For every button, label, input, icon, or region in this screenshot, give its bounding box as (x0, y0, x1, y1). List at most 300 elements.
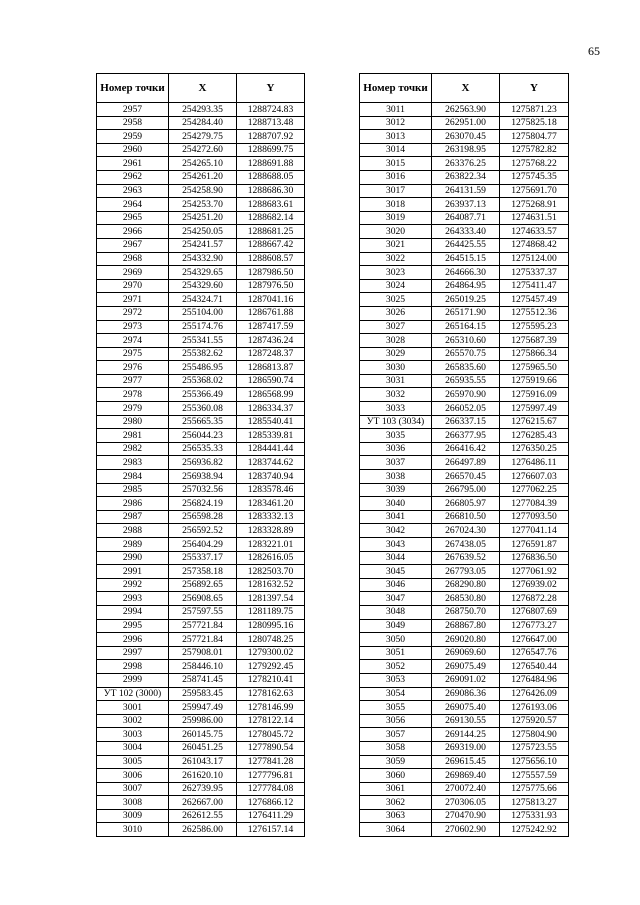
table-row (360, 116, 569, 130)
point-number-cell: 2980 (97, 415, 169, 429)
table-row (360, 415, 569, 429)
point-number-cell: 3015 (360, 157, 432, 171)
x-cell: 265171.90 (432, 306, 500, 320)
y-cell: 1288713.48 (237, 116, 305, 130)
x-cell: 257358.18 (169, 565, 237, 579)
table-row (360, 211, 569, 225)
x-cell: 259583.45 (169, 687, 237, 701)
point-number-cell: 2988 (97, 524, 169, 538)
point-number-cell: 3007 (97, 782, 169, 796)
header-x: X (432, 74, 500, 103)
table-row (360, 701, 569, 715)
point-number-cell: 3039 (360, 483, 432, 497)
x-cell: 264425.55 (432, 238, 500, 252)
table-row (97, 143, 305, 157)
y-cell: 1277093.50 (500, 510, 569, 524)
point-number-cell: 2982 (97, 442, 169, 456)
table-row (97, 170, 305, 184)
point-number-cell: 2993 (97, 592, 169, 606)
point-number-cell: 3040 (360, 497, 432, 511)
table-body-left (97, 103, 305, 837)
x-cell: 256892.65 (169, 578, 237, 592)
x-cell: 254258.90 (169, 184, 237, 198)
y-cell: 1286590.74 (237, 374, 305, 388)
point-number-cell: 3006 (97, 769, 169, 783)
x-cell: 262563.90 (432, 103, 500, 117)
point-number-cell: 3013 (360, 130, 432, 144)
x-cell: 269144.25 (432, 728, 500, 742)
table-row (360, 130, 569, 144)
point-number-cell: 3014 (360, 143, 432, 157)
x-cell: 264333.40 (432, 225, 500, 239)
table-row (97, 442, 305, 456)
x-cell: 267793.05 (432, 565, 500, 579)
y-cell: 1275457.49 (500, 293, 569, 307)
x-cell: 256592.52 (169, 524, 237, 538)
point-number-cell: 2994 (97, 605, 169, 619)
table-row (97, 184, 305, 198)
table-row (97, 497, 305, 511)
point-number-cell: 3057 (360, 728, 432, 742)
table-row (97, 456, 305, 470)
table-row (360, 633, 569, 647)
x-cell: 263198.95 (432, 143, 500, 157)
x-cell: 261043.17 (169, 755, 237, 769)
table-row (360, 170, 569, 184)
y-cell: 1275775.66 (500, 782, 569, 796)
x-cell: 264864.95 (432, 279, 500, 293)
x-cell: 256598.28 (169, 510, 237, 524)
table-row (97, 266, 305, 280)
table-row (97, 809, 305, 823)
table-row (97, 633, 305, 647)
point-number-cell: 3051 (360, 646, 432, 660)
point-number-cell: 2975 (97, 347, 169, 361)
table-row (97, 252, 305, 266)
y-cell: 1276193.06 (500, 701, 569, 715)
point-number-cell: 2966 (97, 225, 169, 239)
y-cell: 1288683.61 (237, 198, 305, 212)
x-cell: 269130.55 (432, 714, 500, 728)
x-cell: 262667.00 (169, 796, 237, 810)
y-cell: 1276540.44 (500, 660, 569, 674)
x-cell: 256938.94 (169, 470, 237, 484)
table-row (360, 429, 569, 443)
y-cell: 1275920.57 (500, 714, 569, 728)
table-row (360, 714, 569, 728)
point-number-cell: 2962 (97, 170, 169, 184)
y-cell: 1277084.39 (500, 497, 569, 511)
x-cell: 263937.13 (432, 198, 500, 212)
y-cell: 1275557.59 (500, 769, 569, 783)
y-cell: 1275656.10 (500, 755, 569, 769)
x-cell: 262612.55 (169, 809, 237, 823)
point-number-cell: 2961 (97, 157, 169, 171)
x-cell: 255368.02 (169, 374, 237, 388)
x-cell: 255665.35 (169, 415, 237, 429)
y-cell: 1276547.76 (500, 646, 569, 660)
y-cell: 1276836.50 (500, 551, 569, 565)
table-row (360, 578, 569, 592)
point-number-cell: 2999 (97, 673, 169, 687)
table-row (360, 769, 569, 783)
table-row (360, 619, 569, 633)
x-cell: 269086.36 (432, 687, 500, 701)
table-row (97, 578, 305, 592)
point-number-cell: 2968 (97, 252, 169, 266)
table-row (97, 116, 305, 130)
y-cell: 1288707.92 (237, 130, 305, 144)
x-cell: 260145.75 (169, 728, 237, 742)
y-cell: 1282503.70 (237, 565, 305, 579)
y-cell: 1285339.81 (237, 429, 305, 443)
y-cell: 1280995.16 (237, 619, 305, 633)
y-cell: 1281397.54 (237, 592, 305, 606)
x-cell: 257032.56 (169, 483, 237, 497)
y-cell: 1275124.00 (500, 252, 569, 266)
x-cell: 258446.10 (169, 660, 237, 674)
table-row (360, 442, 569, 456)
header-x: X (169, 74, 237, 103)
table-row (97, 673, 305, 687)
point-number-cell: 2983 (97, 456, 169, 470)
y-cell: 1274631.51 (500, 211, 569, 225)
y-cell: 1275691.70 (500, 184, 569, 198)
table-row (360, 266, 569, 280)
y-cell: 1288688.05 (237, 170, 305, 184)
y-cell: 1275512.36 (500, 306, 569, 320)
y-cell: 1275804.90 (500, 728, 569, 742)
x-cell: 255337.17 (169, 551, 237, 565)
table-row (97, 687, 305, 701)
x-cell: 255341.55 (169, 334, 237, 348)
x-cell: 269615.45 (432, 755, 500, 769)
y-cell: 1277061.92 (500, 565, 569, 579)
table-row (360, 497, 569, 511)
y-cell: 1275411.47 (500, 279, 569, 293)
table-row (97, 402, 305, 416)
y-cell: 1275813.27 (500, 796, 569, 810)
y-cell: 1275745.35 (500, 170, 569, 184)
point-number-cell: 3042 (360, 524, 432, 538)
table-row (360, 157, 569, 171)
point-number-cell: 3032 (360, 388, 432, 402)
point-number-cell: 2996 (97, 633, 169, 647)
x-cell: 268290.80 (432, 578, 500, 592)
table-row (97, 538, 305, 552)
y-cell: 1278146.99 (237, 701, 305, 715)
table-row (360, 388, 569, 402)
y-cell: 1276647.00 (500, 633, 569, 647)
table-row (97, 701, 305, 715)
x-cell: 267438.05 (432, 538, 500, 552)
table-row (97, 592, 305, 606)
table-row (360, 809, 569, 823)
y-cell: 1288608.57 (237, 252, 305, 266)
table-row (97, 782, 305, 796)
point-number-cell: 3016 (360, 170, 432, 184)
table-row (360, 143, 569, 157)
x-cell: 265019.25 (432, 293, 500, 307)
x-cell: 255360.08 (169, 402, 237, 416)
x-cell: 268750.70 (432, 605, 500, 619)
point-number-cell: 2974 (97, 334, 169, 348)
y-cell: 1275916.09 (500, 388, 569, 402)
point-number-cell: 3044 (360, 551, 432, 565)
y-cell: 1288682.14 (237, 211, 305, 225)
table-row (97, 565, 305, 579)
point-number-cell: 3056 (360, 714, 432, 728)
y-cell: 1287248.37 (237, 347, 305, 361)
point-number-cell: УТ 102 (3000) (97, 687, 169, 701)
y-cell: 1276807.69 (500, 605, 569, 619)
point-number-cell: 2964 (97, 198, 169, 212)
y-cell: 1287976.50 (237, 279, 305, 293)
x-cell: 257721.84 (169, 633, 237, 647)
y-cell: 1281189.75 (237, 605, 305, 619)
point-number-cell: 3003 (97, 728, 169, 742)
y-cell: 1277784.08 (237, 782, 305, 796)
point-number-cell: 2977 (97, 374, 169, 388)
y-cell: 1288681.25 (237, 225, 305, 239)
y-cell: 1276607.03 (500, 470, 569, 484)
table-row (97, 470, 305, 484)
table-row (360, 252, 569, 266)
y-cell: 1275866.34 (500, 347, 569, 361)
point-number-cell: 2970 (97, 279, 169, 293)
point-number-cell: 2990 (97, 551, 169, 565)
point-number-cell: 3022 (360, 252, 432, 266)
x-cell: 254251.20 (169, 211, 237, 225)
point-number-cell: 3055 (360, 701, 432, 715)
point-number-cell: 2957 (97, 103, 169, 117)
table-body-right (360, 103, 569, 837)
x-cell: 268867.80 (432, 619, 500, 633)
table-row (97, 429, 305, 443)
point-number-cell: 3036 (360, 442, 432, 456)
table-row (360, 605, 569, 619)
x-cell: 265835.60 (432, 361, 500, 375)
point-number-cell: 2986 (97, 497, 169, 511)
table-row (360, 320, 569, 334)
y-cell: 1286761.88 (237, 306, 305, 320)
y-cell: 1279300.02 (237, 646, 305, 660)
point-number-cell: 3049 (360, 619, 432, 633)
point-number-cell: 3020 (360, 225, 432, 239)
x-cell: 254250.05 (169, 225, 237, 239)
x-cell: 263070.45 (432, 130, 500, 144)
y-cell: 1276215.67 (500, 415, 569, 429)
table-row (360, 361, 569, 375)
x-cell: 254329.60 (169, 279, 237, 293)
x-cell: 256908.65 (169, 592, 237, 606)
x-cell: 261620.10 (169, 769, 237, 783)
table-row (360, 334, 569, 348)
y-cell: 1275723.55 (500, 741, 569, 755)
y-cell: 1281632.52 (237, 578, 305, 592)
point-number-cell: 3035 (360, 429, 432, 443)
y-cell: 1275919.66 (500, 374, 569, 388)
y-cell: 1286813.87 (237, 361, 305, 375)
table-row (360, 660, 569, 674)
table-row (360, 456, 569, 470)
point-number-cell: 3045 (360, 565, 432, 579)
y-cell: 1278162.63 (237, 687, 305, 701)
x-cell: 256936.82 (169, 456, 237, 470)
y-cell: 1288699.75 (237, 143, 305, 157)
y-cell: 1275687.39 (500, 334, 569, 348)
header-point-number: Номер точки (360, 74, 432, 103)
x-cell: 254284.40 (169, 116, 237, 130)
y-cell: 1275337.37 (500, 266, 569, 280)
table-row (360, 565, 569, 579)
x-cell: 255486.95 (169, 361, 237, 375)
x-cell: 267024.30 (432, 524, 500, 538)
x-cell: 254329.65 (169, 266, 237, 280)
y-cell: 1287417.59 (237, 320, 305, 334)
y-cell: 1276773.27 (500, 619, 569, 633)
y-cell: 1287986.50 (237, 266, 305, 280)
table-row (360, 306, 569, 320)
table-row (360, 184, 569, 198)
table-row (360, 470, 569, 484)
y-cell: 1283744.62 (237, 456, 305, 470)
y-cell: 1275331.93 (500, 809, 569, 823)
y-cell: 1276591.87 (500, 538, 569, 552)
point-number-cell: 3025 (360, 293, 432, 307)
point-number-cell: 3043 (360, 538, 432, 552)
point-number-cell: 3012 (360, 116, 432, 130)
point-number-cell: 3010 (97, 823, 169, 837)
x-cell: 265310.60 (432, 334, 500, 348)
x-cell: 266377.95 (432, 429, 500, 443)
point-number-cell: 2976 (97, 361, 169, 375)
point-number-cell: 3038 (360, 470, 432, 484)
x-cell: 264087.71 (432, 211, 500, 225)
table-row (97, 211, 305, 225)
point-number-cell: 2985 (97, 483, 169, 497)
table-row (97, 415, 305, 429)
point-number-cell: 3064 (360, 823, 432, 837)
y-cell: 1275768.22 (500, 157, 569, 171)
y-cell: 1276157.14 (237, 823, 305, 837)
table-row (360, 103, 569, 117)
point-number-cell: 2984 (97, 470, 169, 484)
y-cell: 1280748.25 (237, 633, 305, 647)
x-cell: 270470.90 (432, 809, 500, 823)
point-number-cell: 3063 (360, 809, 432, 823)
x-cell: 254293.35 (169, 103, 237, 117)
table-row (360, 687, 569, 701)
y-cell: 1274633.57 (500, 225, 569, 239)
point-number-cell: 2981 (97, 429, 169, 443)
x-cell: 266810.50 (432, 510, 500, 524)
y-cell: 1275268.91 (500, 198, 569, 212)
x-cell: 266570.45 (432, 470, 500, 484)
y-cell: 1285540.41 (237, 415, 305, 429)
point-number-cell: 2965 (97, 211, 169, 225)
x-cell: 269319.00 (432, 741, 500, 755)
point-number-cell: 3046 (360, 578, 432, 592)
table-row (360, 538, 569, 552)
table-row (360, 483, 569, 497)
y-cell: 1284441.44 (237, 442, 305, 456)
y-cell: 1283461.20 (237, 497, 305, 511)
x-cell: 267639.52 (432, 551, 500, 565)
point-number-cell: 3037 (360, 456, 432, 470)
table-row (97, 483, 305, 497)
y-cell: 1276426.09 (500, 687, 569, 701)
table-header-row (360, 74, 569, 103)
point-number-cell: 2992 (97, 578, 169, 592)
y-cell: 1279292.45 (237, 660, 305, 674)
table-row (360, 402, 569, 416)
header-y: Y (500, 74, 569, 103)
table-row (97, 605, 305, 619)
table-row (360, 198, 569, 212)
point-number-cell: 3060 (360, 769, 432, 783)
x-cell: 254253.70 (169, 198, 237, 212)
table-row (360, 238, 569, 252)
table-row (97, 755, 305, 769)
table-row (360, 823, 569, 837)
point-number-cell: 3048 (360, 605, 432, 619)
x-cell: 266337.15 (432, 415, 500, 429)
x-cell: 270602.90 (432, 823, 500, 837)
table-row (360, 728, 569, 742)
point-number-cell: 3017 (360, 184, 432, 198)
y-cell: 1283578.46 (237, 483, 305, 497)
table-row (97, 823, 305, 837)
x-cell: 266052.05 (432, 402, 500, 416)
point-number-cell: 2997 (97, 646, 169, 660)
y-cell: 1277796.81 (237, 769, 305, 783)
x-cell: 260451.25 (169, 741, 237, 755)
y-cell: 1276872.28 (500, 592, 569, 606)
point-number-cell: УТ 103 (3034) (360, 415, 432, 429)
point-number-cell: 3019 (360, 211, 432, 225)
y-cell: 1288667.42 (237, 238, 305, 252)
table-row (97, 347, 305, 361)
point-number-cell: 3058 (360, 741, 432, 755)
table-row (97, 646, 305, 660)
point-number-cell: 3061 (360, 782, 432, 796)
table-row (97, 388, 305, 402)
point-number-cell: 2971 (97, 293, 169, 307)
point-number-cell: 3026 (360, 306, 432, 320)
point-number-cell: 2972 (97, 306, 169, 320)
x-cell: 266497.89 (432, 456, 500, 470)
point-number-cell: 3050 (360, 633, 432, 647)
x-cell: 269075.49 (432, 660, 500, 674)
table-row (360, 741, 569, 755)
table-row (360, 646, 569, 660)
header-point-number: Номер точки (97, 74, 169, 103)
y-cell: 1276285.43 (500, 429, 569, 443)
point-number-cell: 3030 (360, 361, 432, 375)
x-cell: 270306.05 (432, 796, 500, 810)
table-row (97, 741, 305, 755)
table-row (97, 619, 305, 633)
x-cell: 270072.40 (432, 782, 500, 796)
page-number: 65 (588, 44, 600, 58)
x-cell: 263376.25 (432, 157, 500, 171)
table-row (97, 769, 305, 783)
x-cell: 266416.42 (432, 442, 500, 456)
table-row (360, 510, 569, 524)
x-cell: 257597.55 (169, 605, 237, 619)
x-cell: 258741.45 (169, 673, 237, 687)
